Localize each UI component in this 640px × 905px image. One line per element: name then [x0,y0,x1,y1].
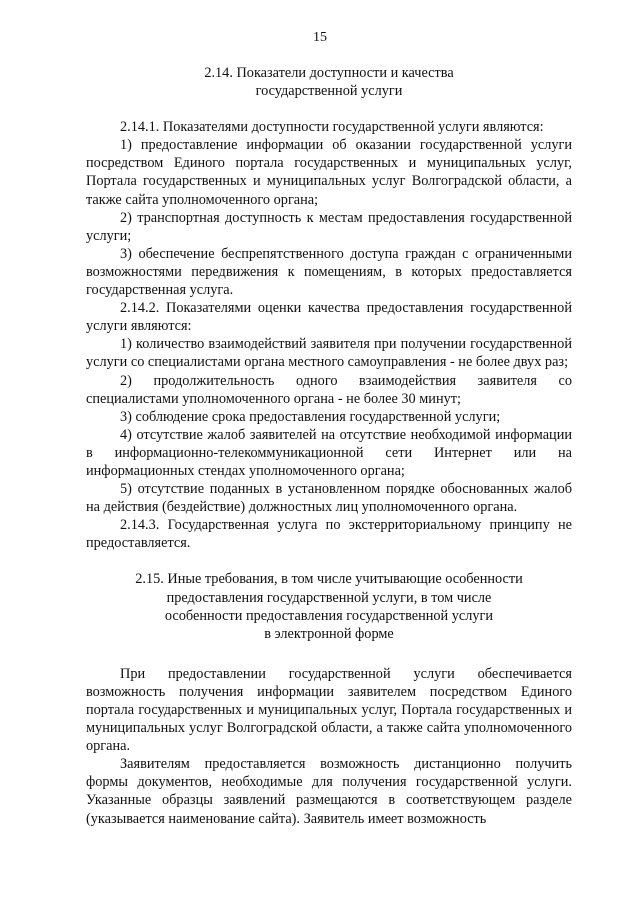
heading-line: особенности предоставления государственной услуги [164,607,494,624]
list-item: 4) отсутствие жалоб заявителей на отсутствие необходимой информации в информационно-телекоммуникационной сети Интернет или на информационных стендах уполномоченного органа; [86,426,572,479]
list-item: 3) соблюдение срока предоставления государственной услуги; [120,408,501,425]
list-item: 2) транспортная доступность к местам предоставления государственной услуги; [86,209,572,244]
document-body [86,64,572,828]
paragraph: При предоставлении государственной услуги обеспечивается возможность получения информации заявителем посредством Единого портала государственных и муниципальных услуг, Портала государственных и муниципальных услуг Волгоградской области, а также сайта уполномоченного органа. [86,665,572,755]
heading-line: 2.14. Показатели доступности и качества [204,65,454,81]
list-item: 1) количество взаимодействий заявителя при получении государственной услуги со специалистами органа местного самоуправления - не более двух раз; [86,336,572,371]
heading-line: 2.15. Иные требования, в том числе учитывающие особенности [135,571,523,588]
list-item: 1) предоставление информации об оказании государственной услуги посредством Единого портала государственных и муниципальных услуг, Портала государственных и муниципальных услуг Волгоградской области, а также сайта уполномоченного органа; [86,137,572,208]
list-item: 3) обеспечение беспрепятственного доступа граждан с ограниченными возможностями передвижения к помещениям, в которых предоставляется государственная услуга. [86,245,572,299]
list-item: 2) продолжительность одного взаимодействия заявителя со специалистами уполномоченного органа - не более 30 минут; [86,372,572,407]
paragraph-2-14-1: 2.14.1. Показателями доступности государственной услуги являются: [120,119,544,136]
section-2-14-heading [86,64,572,100]
heading-line: предоставления государственной услуги, в том числе [166,589,492,606]
paragraph-2-14-3: 2.14.3. Государственная услуга по экстерриториальному принципу не предоставляется. [86,517,572,552]
section-2-15-heading [86,570,572,642]
heading-line: в электронной форме [264,625,394,642]
list-item: 5) отсутствие поданных в установленном порядке обоснованных жалоб на действия (бездействие) должностных лиц уполномоченного органа. [86,481,572,516]
heading-line: государственной услуги [255,83,403,100]
paragraph-2-14-2: 2.14.2. Показателями оценки качества предоставления государственной услуги являются: [86,300,572,335]
paragraph: Заявителям предоставляется возможность дистанционно получить формы документов, необходимые для получения государственной услуги. Указанные образцы заявлений размещаются в соответствующем разделе (указывается наименование сайта). Заявитель имеет возможность [86,756,572,827]
page-number: 15 [313,30,327,45]
